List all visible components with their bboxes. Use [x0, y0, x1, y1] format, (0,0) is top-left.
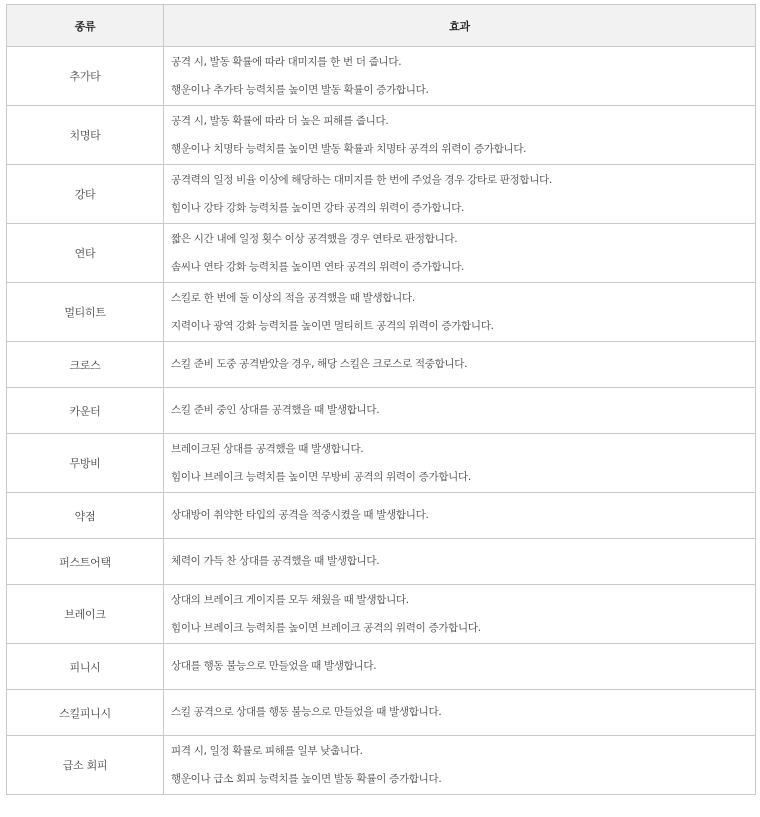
row-effect: [164, 736, 756, 795]
row-effect: [164, 493, 756, 539]
row-type: 카운터: [7, 388, 164, 434]
header-row: [7, 5, 756, 47]
row-effect: [164, 224, 756, 283]
table-row: [7, 690, 756, 736]
effect-line: 행운이나 치명타 능력치를 높이면 발동 확률과 치명타 공격의 위력이 증가합니다.: [171, 143, 527, 155]
effect-line: 솜씨나 연타 강화 능력치를 높이면 연타 공격의 위력이 증가합니다.: [171, 261, 465, 273]
row-effect: [164, 342, 756, 388]
row-effect: [164, 644, 756, 690]
effect-line: 스킬로 한 번에 둘 이상의 적을 공격했을 때 발생합니다.: [171, 292, 415, 304]
effect-line: 스킬 준비 도중 공격받았을 경우, 해당 스킬은 크로스로 적중합니다.: [171, 358, 468, 370]
row-type: 추가타: [7, 47, 164, 106]
row-type: 브레이크: [7, 585, 164, 644]
row-effect: [164, 165, 756, 224]
row-effect: [164, 585, 756, 644]
table-row: [7, 493, 756, 539]
table-row: [7, 585, 756, 644]
row-effect: [164, 47, 756, 106]
row-effect: [164, 106, 756, 165]
row-type: 강타: [7, 165, 164, 224]
effect-line: 스킬 공격으로 상대를 행동 불능으로 만들었을 때 발생합니다.: [171, 706, 442, 718]
table-body: [7, 47, 756, 795]
effect-line: 힘이나 브레이크 능력치를 높이면 무방비 공격의 위력이 증가합니다.: [171, 471, 471, 483]
effect-line: 공격력의 일정 비율 이상에 해당하는 대미지를 한 번에 주었을 경우 강타로 판정합니다.: [171, 174, 552, 186]
effect-line: 브레이크된 상대를 공격했을 때 발생합니다.: [171, 443, 364, 455]
row-effect: [164, 283, 756, 342]
table-row: [7, 736, 756, 795]
effect-line: 스킬 준비 중인 상대를 공격했을 때 발생합니다.: [171, 404, 380, 416]
row-type: 크로스: [7, 342, 164, 388]
row-effect: [164, 434, 756, 493]
effect-line: 상대의 브레이크 게이지를 모두 채웠을 때 발생합니다.: [171, 594, 409, 606]
effect-line: 짧은 시간 내에 일정 횟수 이상 공격했을 경우 연타로 판정합니다.: [171, 233, 458, 245]
row-effect: [164, 388, 756, 434]
table-row: [7, 224, 756, 283]
table-row: [7, 47, 756, 106]
row-type: 치명타: [7, 106, 164, 165]
row-type: 연타: [7, 224, 164, 283]
header-type: 종류: [7, 5, 164, 47]
row-effect: [164, 539, 756, 585]
table-row: [7, 106, 756, 165]
row-type: 스킬피니시: [7, 690, 164, 736]
effect-line: 공격 시, 발동 확률에 따라 대미지를 한 번 더 줍니다.: [171, 56, 402, 68]
row-type: 피니시: [7, 644, 164, 690]
row-type: 급소 회피: [7, 736, 164, 795]
effect-line: 지력이나 광역 강화 능력치를 높이면 멀티히트 공격의 위력이 증가합니다.: [171, 320, 494, 332]
row-effect: [164, 690, 756, 736]
table-row: [7, 539, 756, 585]
effect-line: 행운이나 추가타 능력치를 높이면 발동 확률이 증가합니다.: [171, 84, 429, 96]
row-type: 퍼스트어택: [7, 539, 164, 585]
header-effect: 효과: [164, 5, 756, 47]
table-row: [7, 165, 756, 224]
row-type: 약점: [7, 493, 164, 539]
row-type: 무방비: [7, 434, 164, 493]
table-row: [7, 388, 756, 434]
effect-line: 피격 시, 일정 확률로 피해를 일부 낮춥니다.: [171, 745, 363, 757]
table-row: [7, 644, 756, 690]
effects-table: [6, 4, 756, 795]
effect-line: 상대를 행동 불능으로 만들었을 때 발생합니다.: [171, 660, 377, 672]
table-row: [7, 434, 756, 493]
table-row: [7, 342, 756, 388]
effect-line: 공격 시, 발동 확률에 따라 더 높은 피해를 줍니다.: [171, 115, 389, 127]
effect-line: 힘이나 강타 강화 능력치를 높이면 강타 공격의 위력이 증가합니다.: [171, 202, 465, 214]
row-type: 멀티히트: [7, 283, 164, 342]
table-row: [7, 283, 756, 342]
effect-line: 행운이나 급소 회피 능력치를 높이면 발동 확률이 증가합니다.: [171, 773, 442, 785]
effect-line: 체력이 가득 찬 상대를 공격했을 때 발생합니다.: [171, 555, 380, 567]
effect-line: 힘이나 브레이크 능력치를 높이면 브레이크 공격의 위력이 증가합니다.: [171, 622, 481, 634]
effect-line: 상대방이 취약한 타입의 공격을 적중시켰을 때 발생합니다.: [171, 509, 429, 521]
